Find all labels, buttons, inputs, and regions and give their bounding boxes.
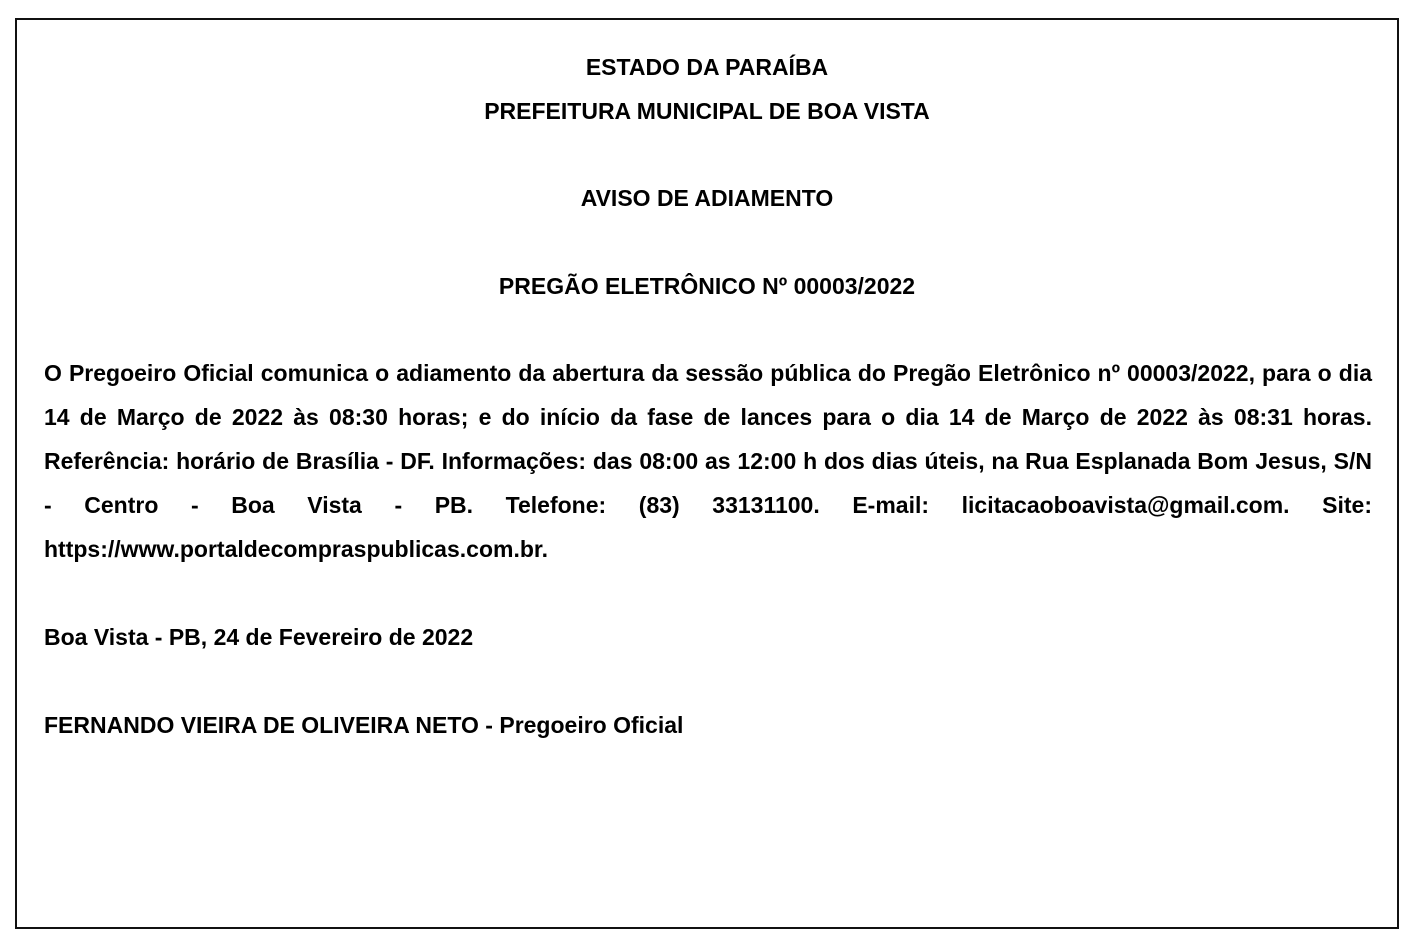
notice-body: O Pregoeiro Oficial comunica o adiamento da abertura da sessão pública do Pregão Eletrônico nº 00003/2022, para o dia 14 de Março de 2022 às 08:30 horas; e do início da fase de lances para o dia 14 de Março de 2022 às 08:31 horas. Referência: horário de Brasília - DF. Informações: das 08:00 as 12:00 h dos dias úteis, na Rua Esplanada Bom Jesus, S/N - Centro - Boa Vista - PB. Telefone: (83) 33131100. E-mail: licitacaoboavista@gmail.com. Site: https://www.portaldecompraspublicas.com.br. (44, 360, 1372, 562)
notice-title: AVISO DE ADIAMENTO (580, 185, 834, 211)
signature: FERNANDO VIEIRA DE OLIVEIRA NETO - Pregoeiro Oficial (44, 712, 684, 738)
place-date: Boa Vista - PB, 24 de Fevereiro de 2022 (44, 624, 474, 650)
state-heading: ESTADO DA PARAÍBA (585, 54, 829, 80)
municipality-heading: PREFEITURA MUNICIPAL DE BOA VISTA (484, 98, 930, 124)
notice-frame (15, 18, 1399, 929)
notice-reference: PREGÃO ELETRÔNICO Nº 00003/2022 (498, 273, 916, 299)
